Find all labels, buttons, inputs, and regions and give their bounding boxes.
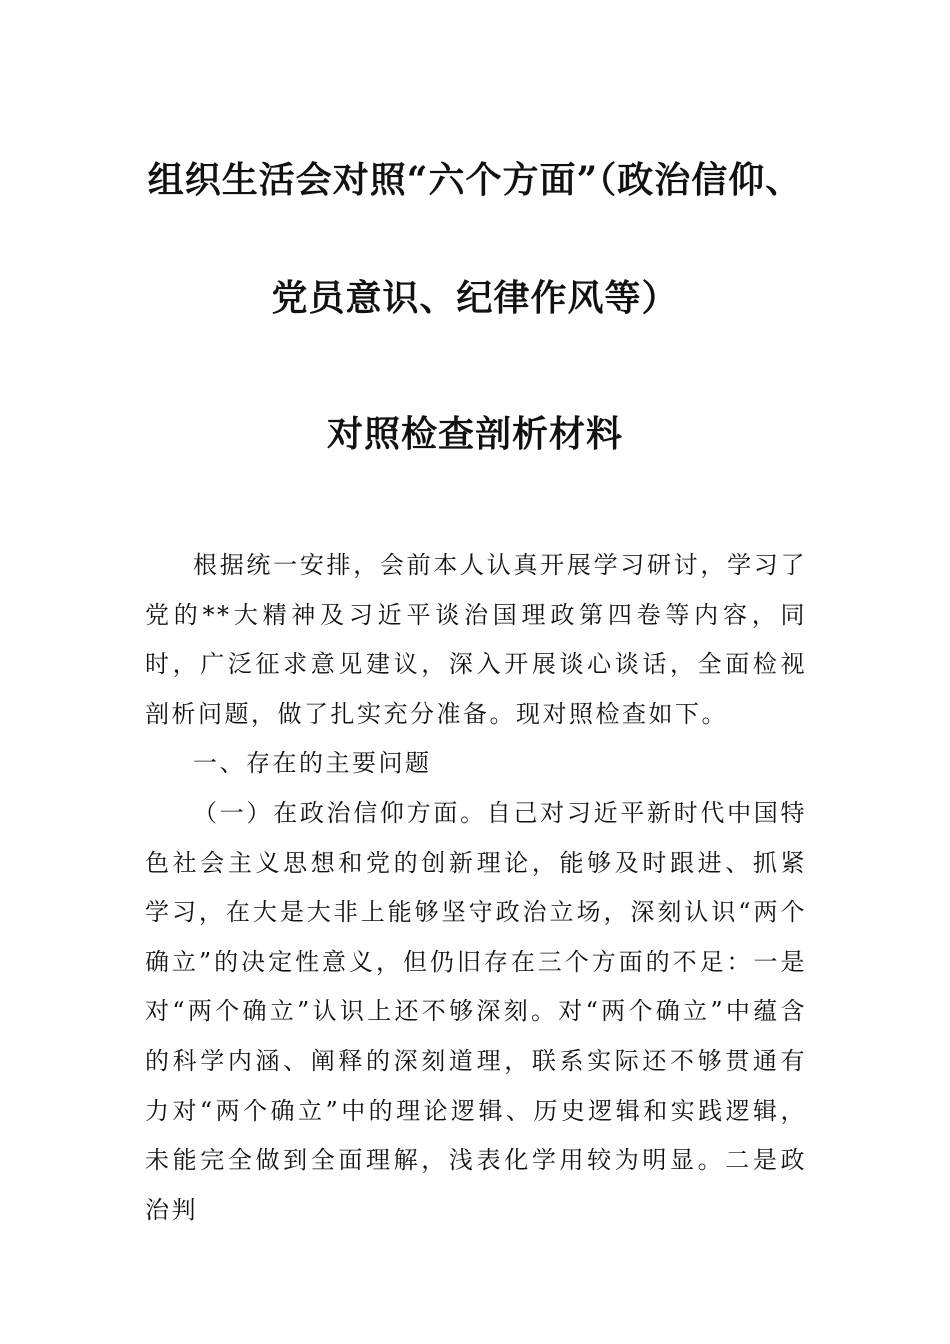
document-title-line-3: 对照检查剖析材料 <box>326 413 623 455</box>
intro-paragraph: 根据统一安排，会前本人认真开展学习研讨，学习了党的**大精神及习近平谈治国理政第四卷等内容，同时，广泛征求意见建议，深入开展谈心谈话，全面检视剖析问题，做了扎实充分准备。现对照检查如下。 <box>145 551 807 728</box>
document-title-line-2: 党员意识、纪律作风等） <box>271 277 679 319</box>
document-title-line-1: 组织生活会对照“六个方面”（政治信仰、 <box>147 159 803 201</box>
document-body <box>145 541 807 1235</box>
section-heading-problems: 一、存在的主要问题 <box>193 749 432 778</box>
subsection-political-belief: （一）在政治信仰方面。自己对习近平新时代中国特色社会主义思想和党的创新理论，能够及时跟进、抓紧学习，在大是大非上能够坚守政治立场，深刻认识“两个确立”的决定性意义，但仍旧存在三个方面的不足：一是对“两个确立”认识上还不够深刻。对“两个确立”中蕴含的科学内涵、阐释的深刻道理，联系实际还不够贯通有力对“两个确立”中的理论逻辑、历史逻辑和实践逻辑，未能完全做到全面理解，浅表化学用较为明显。二是政治判 <box>145 798 807 1224</box>
